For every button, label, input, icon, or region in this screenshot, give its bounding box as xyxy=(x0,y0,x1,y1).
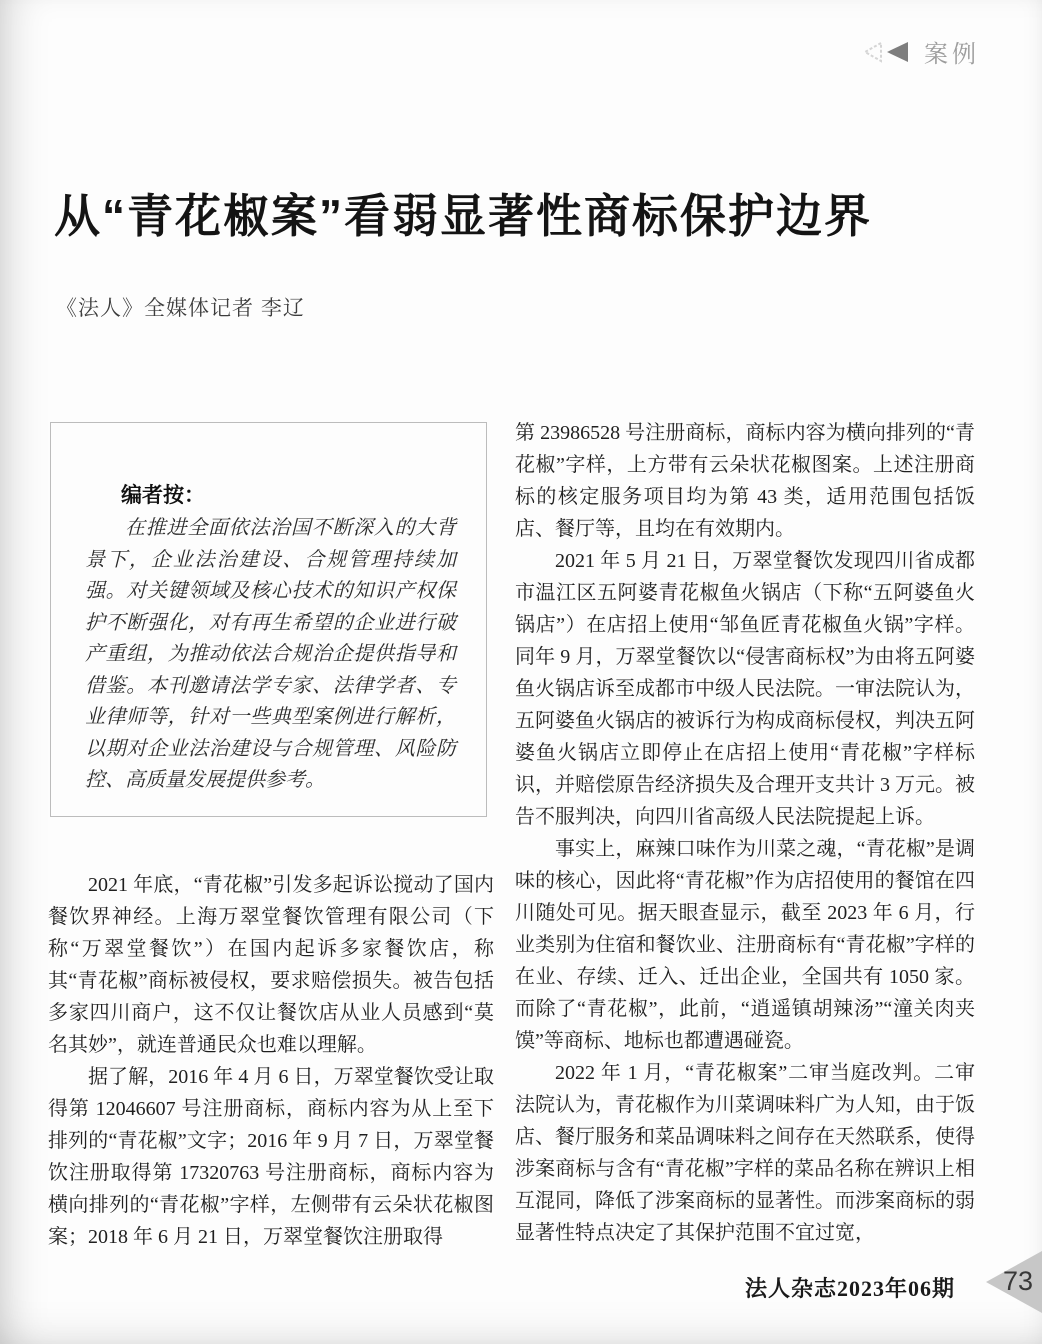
editor-note-label: 编者按： xyxy=(121,484,205,507)
category-label: 案例 xyxy=(924,41,980,68)
byline: 《法人》全媒体记者 李辽 xyxy=(56,297,305,320)
journal-issue: 法人杂志2023年06期 xyxy=(744,1276,955,1301)
paragraph: 2021 年 5 月 21 日，万翠堂餐饮发现四川省成都市温江区五阿婆青花椒鱼火锅店（下称“五阿婆鱼火锅店”）在店招上使用“邹鱼匠青花椒鱼火锅”字样。同年 9 月，万翠堂餐饮以“侵害商标权”为由将五阿婆鱼火锅店诉至成都市中级人民法院。一审法院认为，五阿婆鱼火锅店的被诉行为构成商标侵权，判决五阿婆鱼火锅店立即停止在店招上使用“青花椒”字样标识，并赔偿原告经济损失及合理开支共计 3 万元。被告不服判决，向四川省高级人民法院提起上诉。 xyxy=(515,550,975,828)
paragraph: 2022 年 1 月，“青花椒案”二审当庭改判。二审法院认为，青花椒作为川菜调味料广为人知，由于饭店、餐厅服务和菜品调味料之间存在天然联系，使得涉案商标与含有“青花椒”字样的菜品名称在辨识上相互混同，降低了涉案商标的显著性。而涉案商标的弱显著性特点决定了其保护范围不宜过宽， xyxy=(515,1062,975,1244)
double-triangle-left-icon xyxy=(862,41,910,63)
editor-note-body: 在推进全面依法治国不断深入的大背景下，企业法治建设、合规管理持续加强。对关键领域及核心技术的知识产权保护不断强化，对有再生希望的企业进行破产重组，为推动依法合规治企提供指导和借鉴。本刊邀请法学专家、法律学者、专业律师等，针对一些典型案例进行解析，以期对企业法治建设与合规管理、风险防控、高质量发展提供参考。 xyxy=(85,517,456,791)
category-tag xyxy=(862,34,980,69)
paragraph-lead: 2021 年底，“青花椒”引发多起诉讼搅动了国内餐饮界神经。上海万翠堂餐饮管理有限公司（下称“万翠堂餐饮”）在国内起诉多家餐饮店，称其“青花椒”商标被侵权，要求赔偿损失。被告包括多家四川商户，这不仅让餐饮店从业人员感到“莫名其妙”，就连普通民众也难以理解。 xyxy=(48,874,494,1056)
right-column xyxy=(515,417,975,1249)
paragraph: 据了解，2016 年 4 月 6 日，万翠堂餐饮受让取得第 12046607 号注册商标，商标内容为从上至下排列的“青花椒”文字；2016 年 9 月 7 日，万翠堂餐饮注册取得第 17320763 号注册商标，商标内容为横向排列的“青花椒”字样，左侧带有云朵状花椒图案；2018 年 6 月 21 日，万翠堂餐饮注册取得 xyxy=(48,1066,494,1248)
article-title: 从“青花椒案”看弱显著性商标保护边界 xyxy=(54,190,872,242)
triangle-left-outline-icon xyxy=(865,43,881,61)
triangle-left-filled-icon xyxy=(887,42,908,62)
paragraph: 事实上，麻辣口味作为川菜之魂，“青花椒”是调味的核心，因此将“青花椒”作为店招使用的餐馆在四川随处可见。据天眼查显示，截至 2023 年 6 月，行业类别为住宿和餐饮业、注册商标有“青花椒”字样的在业、存续、迁入、迁出企业，全国共有 1050 家。而除了“青花椒”，此前，“逍遥镇胡辣汤”“潼关肉夹馍”等商标、地标也都遭遇碰瓷。 xyxy=(515,838,975,1052)
left-column xyxy=(48,869,494,1253)
paragraph-continuation: 第 23986528 号注册商标，商标内容为横向排列的“青花椒”字样，上方带有云朵状花椒图案。上述注册商标的核定服务项目均为第 43 类，适用范围包括饭店、餐厅等，且均在有效期内。 xyxy=(515,422,975,540)
page-number: 73 xyxy=(1002,1266,1034,1296)
editor-note-box xyxy=(50,422,487,817)
